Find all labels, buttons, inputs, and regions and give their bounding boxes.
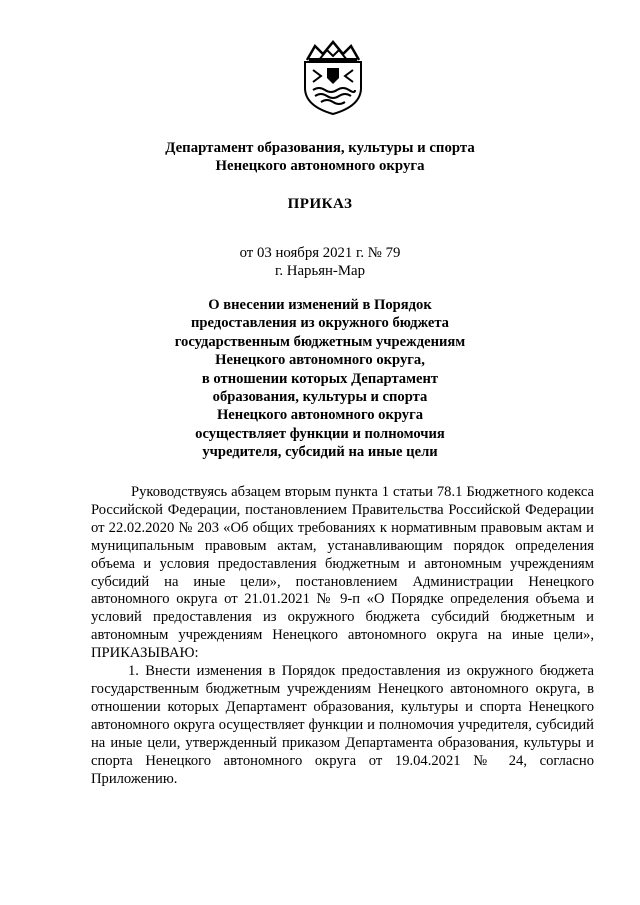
subject-line: государственным бюджетным учреждениям bbox=[174, 333, 466, 350]
department-name bbox=[0, 139, 640, 175]
document-place: г. Нарьян-Мар bbox=[275, 263, 365, 279]
document-date-block bbox=[0, 244, 640, 280]
coat-of-arms-icon bbox=[299, 40, 367, 116]
subject-line: Ненецкого автономного округа, bbox=[215, 352, 425, 369]
subject-line: образования, культуры и спорта bbox=[212, 389, 428, 406]
document-date-number: от 03 ноября 2021 г. № 79 bbox=[239, 245, 401, 261]
subject-line: в отношении которых Департамент bbox=[201, 370, 439, 387]
department-line-2: Ненецкого автономного округа bbox=[215, 158, 425, 174]
subject-line: предоставления из окружного бюджета bbox=[191, 315, 449, 332]
document-title: ПРИКАЗ bbox=[287, 196, 353, 212]
department-line-1: Департамент образования, культуры и спорта bbox=[165, 140, 475, 156]
order-item-1: 1. Внести изменения в Порядок предоставления из окружного бюджета государственным бюджетным учреждениям Ненецкого автономного округа, в отношении которых Департамент образования, культуры и спорта Ненецкого автономного округа осуществляет функции и полномочия учредителя, субсидий на иные цели, утвержденный приказом Департамента образования, культуры и спорта Ненецкого автономного округа от 19.04.2021 № 24, согласно Приложению. bbox=[91, 663, 594, 787]
subject-line: осуществляет функции и полномочия bbox=[195, 425, 445, 442]
subject-line: учредителя, субсидий на иные цели bbox=[202, 444, 438, 461]
document-subject bbox=[0, 296, 640, 462]
subject-line: Ненецкого автономного округа bbox=[216, 407, 424, 424]
subject-line: О внесении изменений в Порядок bbox=[208, 297, 432, 313]
document-body bbox=[91, 484, 594, 788]
preamble-paragraph: Руководствуясь абзацем вторым пункта 1 статьи 78.1 Бюджетного кодекса Российской Федерации, постановлением Правительства Российской Федерации от 22.02.2020 № 203 «Об общих требованиях к нормативным правовым актам и муниципальным правовым актам, устанавливающим порядок определения объема и условия предоставления бюджетным и автономным учреждениям субсидий на иные цели», постановлением Администрации Ненецкого автономного округа от 21.01.2021 № 9-п «О Порядке определения объема и условий предоставления из окружного бюджета субсидий бюджетным и автономным учреждениям Ненецкого автономного округа на иные цели», ПРИКАЗЫВАЮ: bbox=[91, 484, 594, 662]
